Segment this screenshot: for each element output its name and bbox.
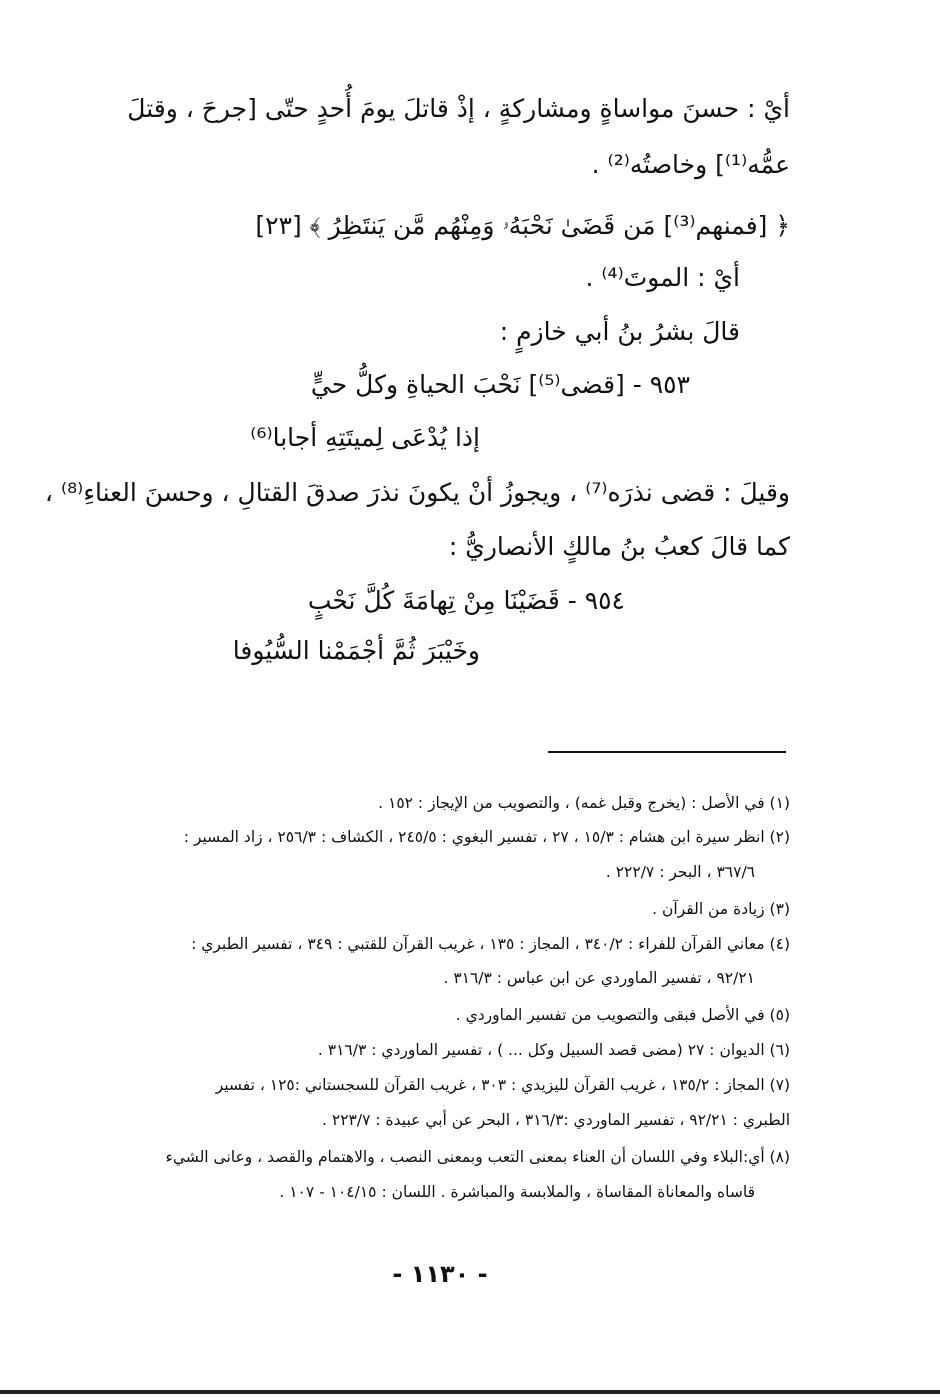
body-line-2: عمُّه⁽¹⁾] وخاصتُه⁽²⁾ . (591, 150, 790, 179)
body-line-1: أيْ : حسنَ مواساةٍ ومشاركةٍ ، إذْ قاتلَ يومَ أُحدٍ حتّى [جرحَ ، وقتلَ (127, 94, 790, 123)
body-line-5: قالَ بشرُ بنُ أبي خازمٍ : (499, 317, 740, 346)
body-line-7: كما قالَ كعبُ بنُ مالكٍ الأنصاريُّ : (448, 532, 790, 561)
poetry-verse-954-first: ٩٥٤ - قَضَيْنَا مِنْ تِهامَةَ كُلَّ نَحْبٍ (307, 586, 625, 615)
poetry-verse-954-second: وخَيْبَرَ ثُمَّ أجْمَمْنا السُّيُوفا (232, 636, 480, 665)
quran-verse-line: ﴿ [فمنهم⁽³⁾] مَن قَضَىٰ نَحْبَهُۥ وَمِنْهُم مَّن يَنتَظِرُ ﴾ [٢٣] (255, 211, 790, 240)
footnote-6: (٦) الديوان : ٢٧ (مضى قصد السبيل وكل ... ) ، تفسير الماوردي : ٣١٦/٣ . (317, 1041, 790, 1059)
footnote-2: (٢) انظر سيرة ابن هشام : ١٥/٣ ، ٢٧ ، تفسير البغوي : ٢٤٥/٥ ، الكشاف : ٢٥٦/٣ ، زاد المسير : (183, 828, 790, 846)
footnote-4-cont: ٩٢/٢١ ، تفسير الماوردي عن ابن عباس : ٣١٦/٣ . (443, 969, 755, 987)
footnote-7-cont: الطبري : ٩٢/٢١ ، تفسير الماوردي :٣١٦/٣ ، البحر عن أبي عبيدة : ٢٢٣/٧ . (322, 1111, 790, 1129)
footnote-1: (١) في الأصل : (يخرج وقبل غمه) ، والتصويب من الإيجاز : ١٥٢ . (378, 794, 790, 812)
footnote-separator (548, 751, 786, 753)
footnote-8-cont: قاساه والمعاناة المقاساة ، والملابسة والمباشرة . اللسان : ١٠٤/١٥ - ١٠٧ . (279, 1183, 755, 1201)
body-line-4: أيْ : الموتَ⁽⁴⁾ . (585, 263, 740, 292)
page-number: - ١١٣٠ - (392, 1260, 488, 1288)
footnote-8: (٨) أي:البلاء وفي اللسان أن العناء بمعنى التعب وبمعنى النصب ، والاهتمام والقصد ، وعانى الشيء (165, 1148, 790, 1166)
body-line-6: وقيلَ : قضى نذرَه⁽⁷⁾ ، ويجوزُ أنْ يكونَ نذرَ صدقَ القتالِ ، وحسنَ العناءِ⁽⁸⁾ ، (44, 478, 790, 507)
poetry-verse-953-second: إذا يُدْعَى لِميتَتِهِ أجابا⁽⁶⁾ (250, 423, 480, 452)
footnote-4: (٤) معاني القرآن للفراء : ٣٤٠/٢ ، المجاز : ١٣٥ ، غريب القرآن للقتبي : ٣٤٩ ، تفسير الطبري : (191, 935, 790, 953)
footnote-7: (٧) المجاز : ١٣٥/٢ ، غريب القرآن لليزيدي : ٣٠٣ ، غريب القرآن للسجستاني :١٢٥ ، تفسير (215, 1076, 790, 1094)
footnote-2-cont: ٣٦٧/٦ ، البحر : ٢٢٢/٧ . (605, 863, 755, 881)
footnote-3: (٣) زيادة من القرآن . (652, 900, 790, 918)
footnote-5: (٥) في الأصل فبقى والتصويب من تفسير الماوردي . (455, 1006, 790, 1024)
scan-edge-bar (0, 1390, 940, 1394)
poetry-verse-953-first: ٩٥٣ - [قضى⁽⁵⁾] نَحْبَ الحياةِ وكلُّ حيٍّ (310, 370, 690, 399)
